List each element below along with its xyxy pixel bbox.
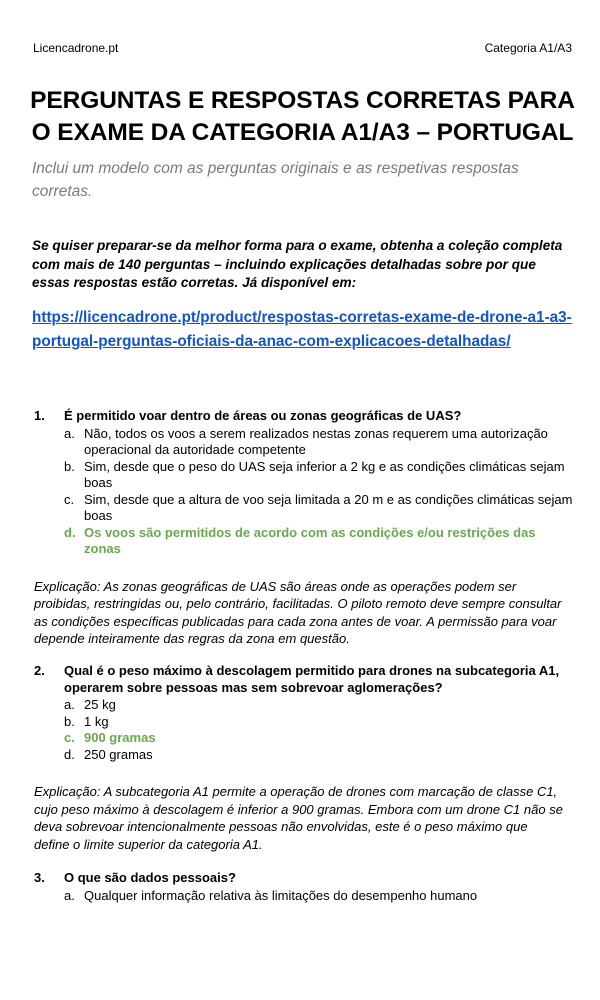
option-text: Não, todos os voos a serem realizados nestas zonas requerem uma autorização operacional da autoridade competente (84, 425, 548, 457)
option-text: Qualquer informação relativa às limitações do desempenho humano (84, 887, 478, 903)
option-a (64, 697, 574, 714)
option-letter: c. (64, 491, 75, 507)
option-text: Sim, desde que a altura de voo seja limitada a 20 m e as condições climáticas sejam boas (84, 491, 573, 523)
option-text: 1 kg (84, 713, 109, 729)
question-number: 1. (34, 408, 45, 423)
options-list (64, 426, 574, 558)
option-a (64, 888, 574, 905)
option-text: Sim, desde que o peso do UAS seja inferior a 2 kg e as condições climáticas sejam boas (84, 458, 565, 490)
option-b (64, 714, 574, 731)
option-text: 250 gramas (84, 746, 153, 762)
options-list (64, 888, 574, 905)
option-letter: b. (64, 713, 75, 729)
option-letter: a. (64, 887, 75, 903)
option-letter: d. (64, 524, 76, 540)
explanation: Explicação: A subcategoria A1 permite a operação de drones com marcação de classe C1, cujo peso máximo à descolagem é inferior a 900 gramas. Embora com um drone C1 não se deva sobrevoar intencionalmente pessoas não envolvidas, este é o peso máximo que define o limite superior da categoria A1. (34, 784, 563, 852)
option-text: Os voos são permitidos de acordo com as condições e/ou restrições das zonas (84, 524, 536, 556)
question-text: O que são dados pessoais? (64, 870, 236, 885)
option-a (64, 426, 574, 459)
question-2 (34, 663, 574, 853)
question-text: É permitido voar dentro de áreas ou zonas geográficas de UAS? (64, 408, 462, 423)
question-text: Qual é o peso máximo à descolagem permitido para drones na subcategoria A1, operarem sobre pessoas mas sem sobrevoar aglomerações? (64, 663, 560, 695)
promo-text: Se quiser preparar-se da melhor forma para o exame, obtenha a coleção completa com mais de 140 perguntas – incluindo explicações detalhadas sobre por que essas respostas estão corretas. Já disponível em: (32, 238, 563, 290)
product-link[interactable]: https://licencadrone.pt/product/respostas-corretas-exame-de-drone-a1-a3-portugal-perguntas-oficiais-da-anac-com-explicacoes-detalhadas/ (32, 309, 572, 350)
option-letter: d. (64, 746, 75, 762)
option-text: 900 gramas (84, 730, 156, 745)
page-title: PERGUNTAS E RESPOSTAS CORRETAS PARA O EXAME DA CATEGORIA A1/A3 – PORTUGAL (30, 87, 575, 146)
option-d (64, 747, 574, 764)
option-letter: c. (64, 730, 75, 745)
category-label: Categoria A1/A3 (484, 41, 572, 55)
option-d-correct (64, 525, 574, 558)
question-number: 3. (34, 870, 45, 885)
option-text: 25 kg (84, 697, 116, 712)
question-3 (34, 870, 574, 904)
option-b (64, 459, 574, 492)
subtitle: Inclui um modelo com as perguntas originais e as respetivas respostas corretas. (32, 160, 519, 200)
option-c (64, 492, 574, 525)
option-letter: a. (64, 697, 75, 712)
option-letter: a. (64, 425, 75, 441)
site-name: Licencadrone.pt (33, 41, 119, 55)
option-letter: b. (64, 458, 75, 474)
question-1 (34, 408, 574, 648)
option-c-correct (64, 730, 574, 747)
explanation: Explicação: As zonas geográficas de UAS são áreas onde as operações podem ser proibidas, restringidas ou, pelo contrário, facilitadas. O piloto remoto deve sempre consultar as condições específicas publicadas para cada zona antes de voar. A permissão para voar depende inteiramente das regras da zona em questão. (34, 578, 562, 646)
options-list (64, 697, 574, 763)
question-number: 2. (34, 663, 45, 678)
